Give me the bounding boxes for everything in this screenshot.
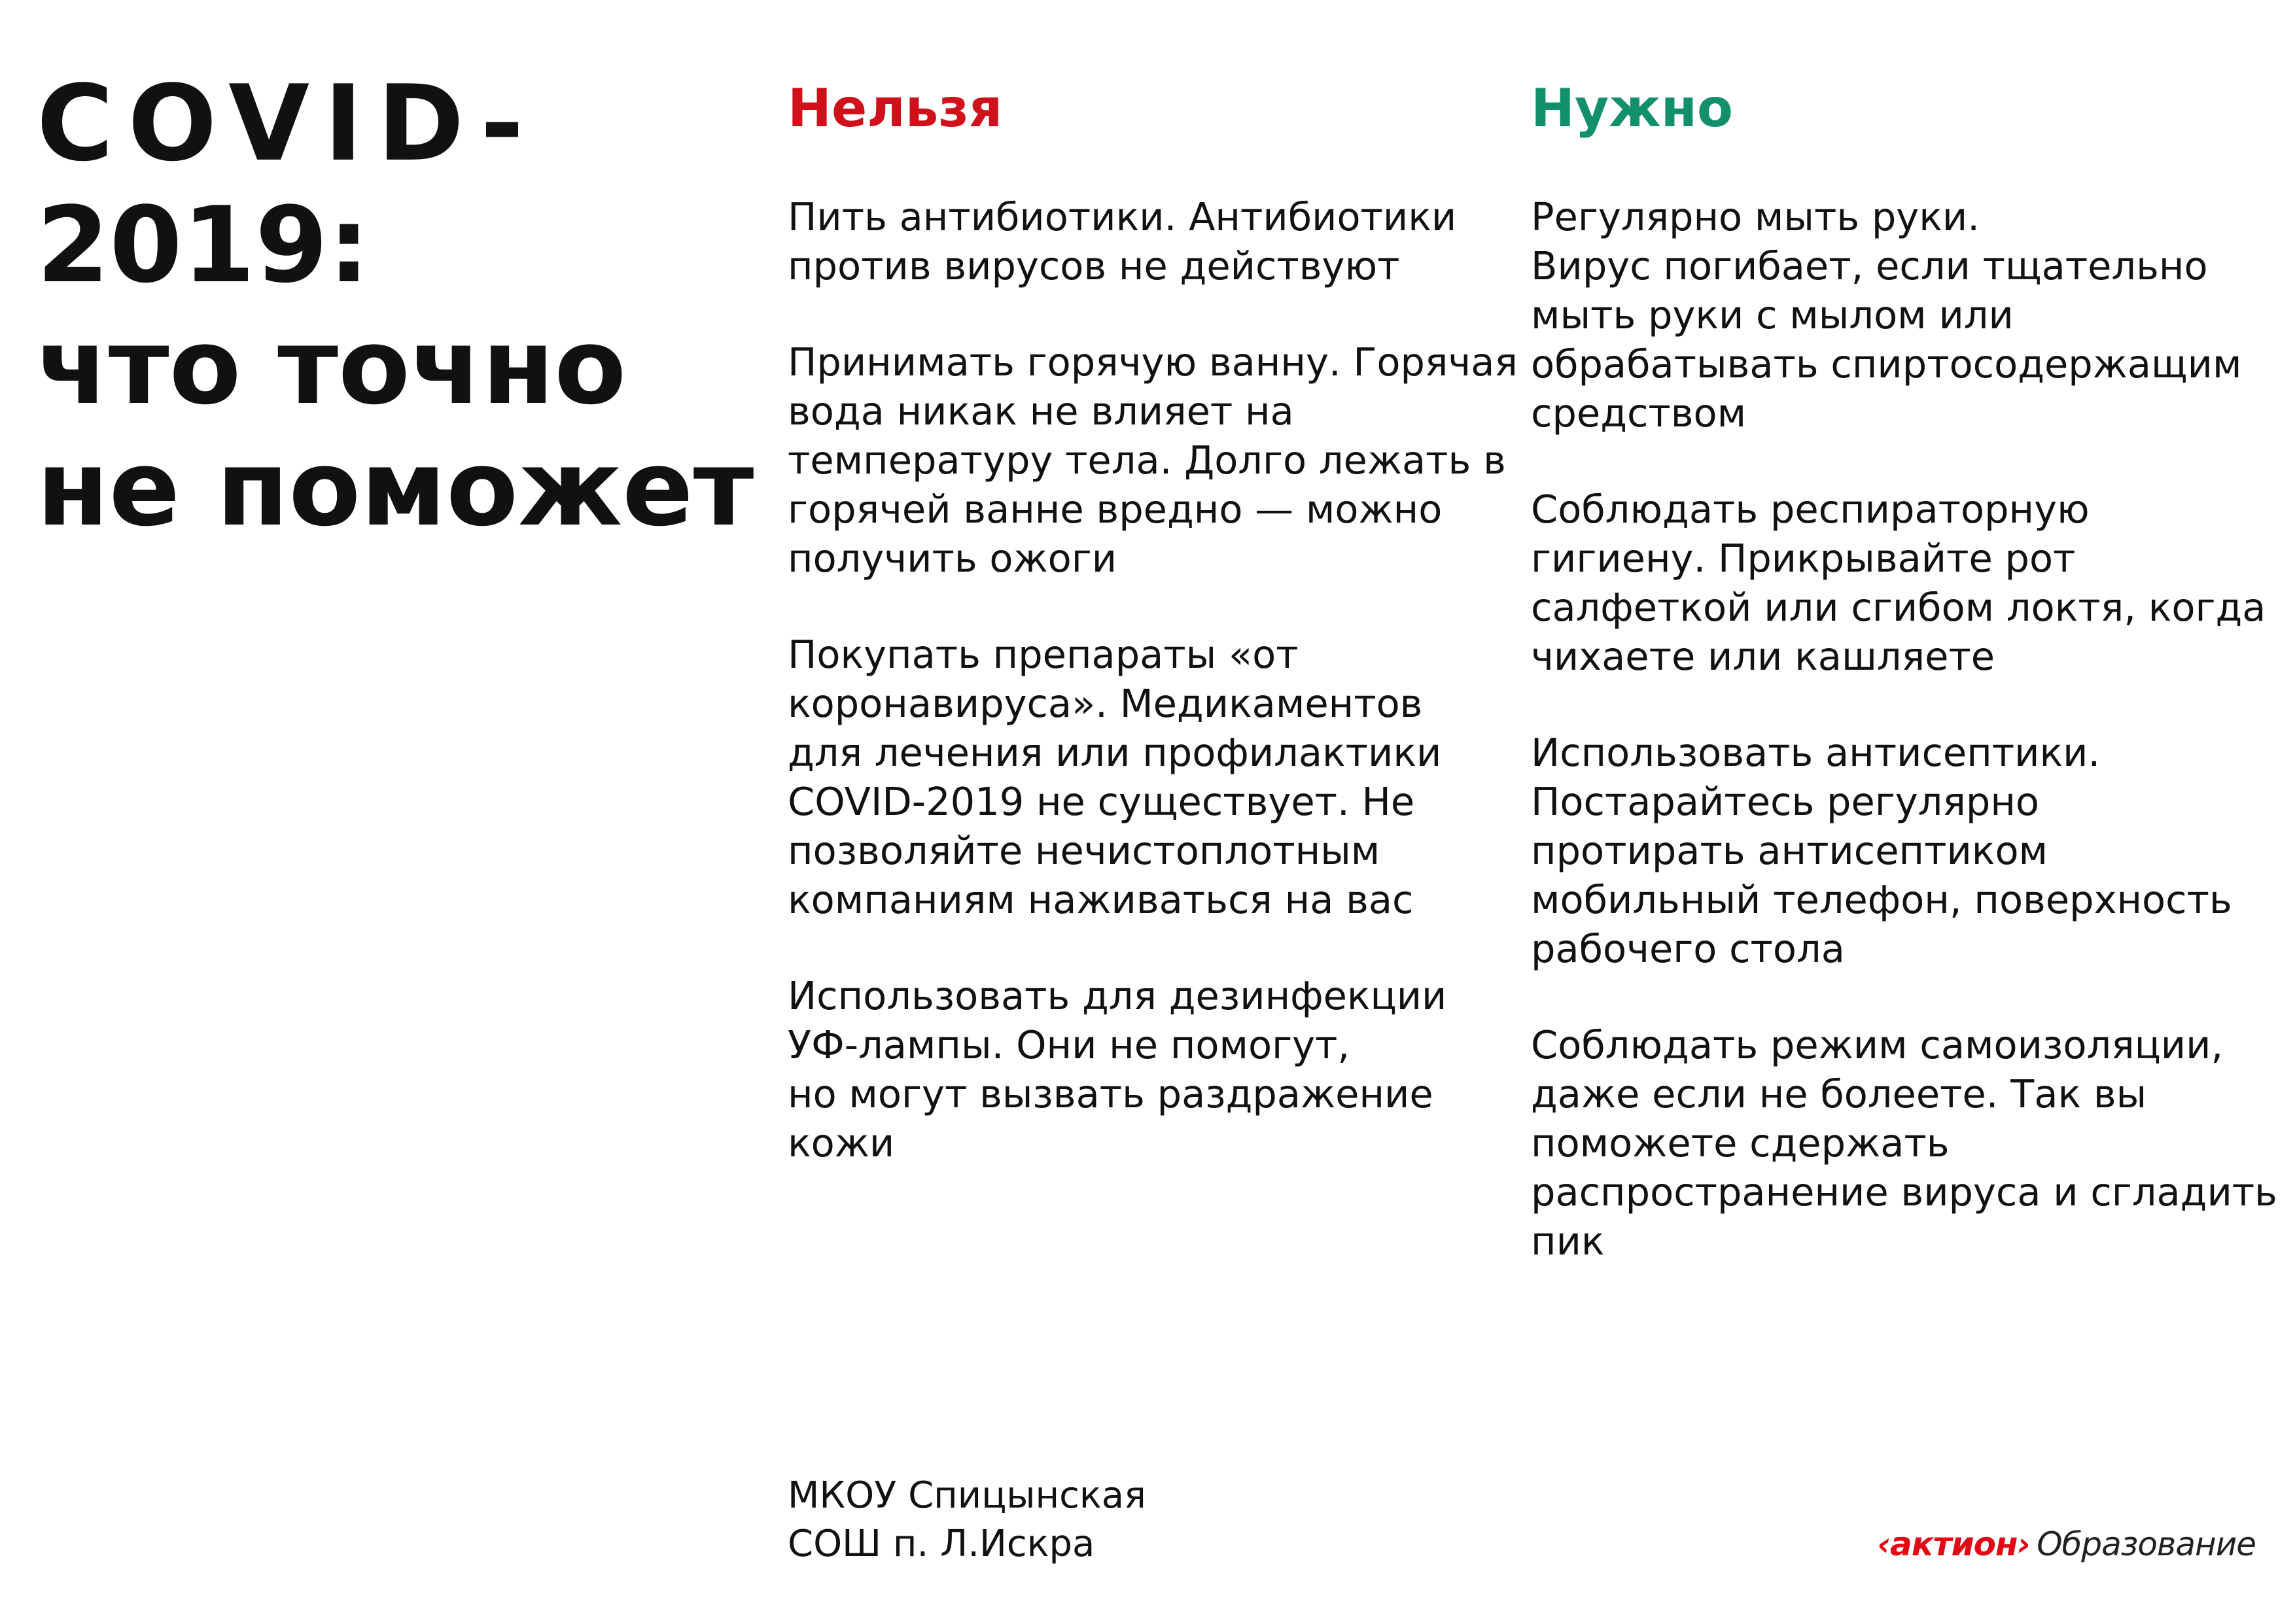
forbidden-item-antibiotics: [788, 192, 1494, 290]
item-line: обрабатывать спиртосодержащим: [1531, 341, 2242, 387]
item-line: температуру тела. Долго лежать в: [788, 438, 1506, 483]
required-item-self-isolation: [1531, 1020, 2277, 1266]
item-line: горячей ванне вредно — можно: [788, 487, 1443, 532]
item-line: Постарайтесь регулярно: [1531, 779, 2039, 824]
item-line: гигиену. Прикрывайте рот: [1531, 536, 2076, 581]
item-line: Покупать препараты «от: [788, 632, 1299, 677]
page-title: [37, 62, 754, 549]
item-line: мыть руки с мылом или: [1531, 292, 2014, 337]
item-line: но могут вызвать раздражение: [788, 1071, 1433, 1116]
item-line: для лечения или профилактики: [788, 730, 1442, 775]
forbidden-item-drugs: [788, 630, 1494, 924]
item-line: кожи: [788, 1120, 895, 1166]
item-line: рабочего стола: [1531, 926, 1845, 971]
item-line: чихаете или кашляете: [1531, 634, 1995, 679]
item-line: Пить антибиотики. Антибиотики: [788, 194, 1457, 239]
required-heading: Нужно: [1531, 78, 1733, 139]
item-line: Использовать для дезинфекции: [788, 973, 1447, 1018]
item-line: позволяйте нечистоплотным: [788, 828, 1380, 873]
item-line: Соблюдать респираторную: [1531, 487, 2090, 532]
item-line: пик: [1531, 1218, 1605, 1264]
forbidden-item-uv-lamps: [788, 971, 1494, 1167]
forbidden-heading: Нельзя: [788, 78, 1003, 139]
item-line: протирать антисептиком: [1531, 828, 2048, 873]
forbidden-column: [788, 77, 1518, 1215]
item-line: Принимать горячую ванну. Горячая: [788, 339, 1518, 385]
school-name-line: СОШ п. Л.Искра: [788, 1523, 1095, 1565]
item-line: Использовать антисептики.: [1531, 730, 2101, 775]
school-name-line: МКОУ Спицынская: [788, 1474, 1146, 1517]
item-line: салфеткой или сгибом локтя, когда: [1531, 585, 2266, 630]
aktion-logo-text: Образование: [2037, 1525, 2256, 1563]
item-line: распространение вируса и сгладить: [1531, 1169, 2277, 1215]
item-line: мобильный телефон, поверхность: [1531, 877, 2232, 922]
required-column: [1531, 77, 2277, 1313]
item-line: Соблюдать режим самоизоляции,: [1531, 1022, 2224, 1067]
item-line: компаниям наживаться на вас: [788, 877, 1414, 922]
school-name: [788, 1472, 1442, 1568]
item-line: средством: [1531, 390, 1747, 436]
item-line: поможете сдержать: [1531, 1120, 1950, 1166]
item-line: получить ожоги: [788, 536, 1117, 581]
item-line: вода никак не влияет на: [788, 389, 1294, 434]
title-line: 2019:: [37, 184, 370, 306]
item-line: COVID-2019 не существует. Не: [788, 779, 1415, 824]
item-line: даже если не болеете. Так вы: [1531, 1071, 2147, 1116]
title-line: не поможет: [37, 427, 754, 549]
required-item-wash-hands: [1531, 192, 2270, 438]
forbidden-item-hot-bath: [788, 337, 1518, 583]
item-line: коронавируса». Медикаментов: [788, 681, 1423, 726]
item-line: против вирусов не действуют: [788, 243, 1400, 288]
item-line: Регулярно мыть руки.: [1531, 194, 1980, 239]
aktion-logo-icon: ‹aктион›: [1877, 1525, 2031, 1563]
required-item-antiseptics: [1531, 728, 2270, 973]
item-line: УФ-лампы. Они не помогут,: [788, 1022, 1350, 1067]
title-line: COVID-: [37, 62, 538, 184]
required-item-respiratory-hygiene: [1531, 485, 2270, 681]
title-line: что точно: [37, 305, 627, 428]
aktion-logo: [1877, 1525, 2256, 1563]
item-line: Вирус погибает, если тщательно: [1531, 243, 2208, 288]
